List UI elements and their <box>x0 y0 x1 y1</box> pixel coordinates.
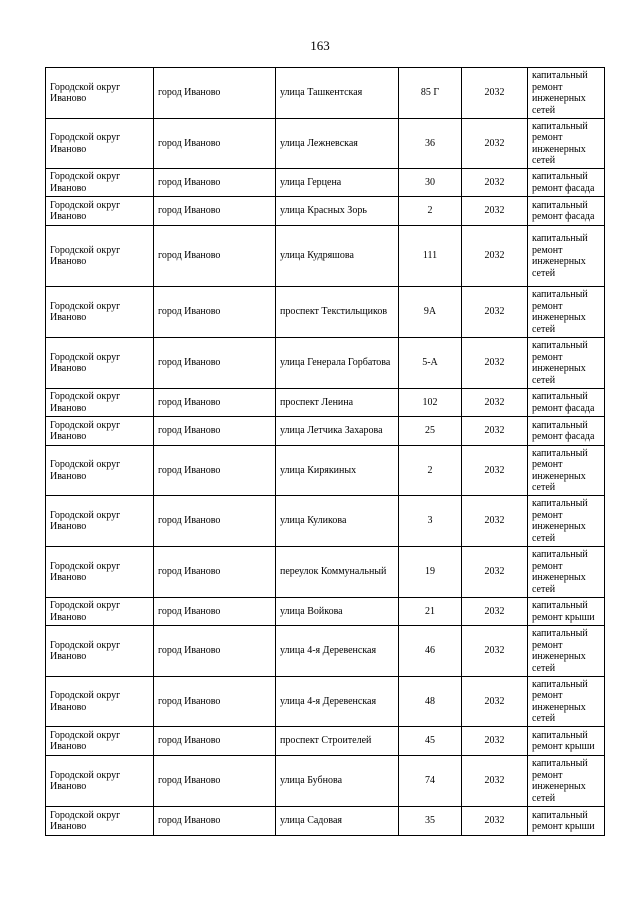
cell-district: Городской округ Иваново <box>46 287 154 338</box>
cell-city: город Иваново <box>154 677 276 727</box>
cell-city: город Иваново <box>154 626 276 677</box>
cell-year: 2032 <box>462 417 528 446</box>
table-row <box>46 446 605 496</box>
cell-work-type: капитальный ремонт инженерных сетей <box>528 287 605 338</box>
cell-district: Городской округ Иваново <box>46 197 154 226</box>
cell-street: улица Кирякиных <box>276 446 399 496</box>
cell-house-number: 46 <box>399 626 462 677</box>
cell-district: Городской округ Иваново <box>46 389 154 417</box>
page-number: 163 <box>310 38 330 53</box>
table-body <box>46 68 605 836</box>
cell-house-number: 25 <box>399 417 462 446</box>
housing-repair-table <box>45 67 605 836</box>
cell-year: 2032 <box>462 287 528 338</box>
cell-year: 2032 <box>462 119 528 169</box>
cell-city: город Иваново <box>154 226 276 287</box>
cell-district: Городской округ Иваново <box>46 119 154 169</box>
cell-work-type: капитальный ремонт крыши <box>528 598 605 626</box>
cell-district: Городской округ Иваново <box>46 68 154 119</box>
cell-city: город Иваново <box>154 338 276 389</box>
cell-city: город Иваново <box>154 197 276 226</box>
cell-city: город Иваново <box>154 446 276 496</box>
cell-year: 2032 <box>462 756 528 807</box>
cell-house-number: 74 <box>399 756 462 807</box>
cell-work-type: капитальный ремонт фасада <box>528 197 605 226</box>
cell-street: улица Войкова <box>276 598 399 626</box>
cell-district: Городской округ Иваново <box>46 496 154 547</box>
cell-work-type: капитальный ремонт фасада <box>528 417 605 446</box>
cell-house-number: 5-А <box>399 338 462 389</box>
cell-city: город Иваново <box>154 598 276 626</box>
cell-year: 2032 <box>462 547 528 598</box>
table-row <box>46 197 605 226</box>
cell-house-number: 35 <box>399 807 462 836</box>
table-row <box>46 389 605 417</box>
table-row <box>46 677 605 727</box>
cell-work-type: капитальный ремонт крыши <box>528 807 605 836</box>
cell-year: 2032 <box>462 598 528 626</box>
cell-city: город Иваново <box>154 287 276 338</box>
cell-street: улица 4-я Деревенская <box>276 626 399 677</box>
cell-district: Городской округ Иваново <box>46 446 154 496</box>
cell-district: Городской округ Иваново <box>46 598 154 626</box>
table-row <box>46 727 605 756</box>
cell-district: Городской округ Иваново <box>46 626 154 677</box>
cell-street: улица Генерала Горбатова <box>276 338 399 389</box>
cell-year: 2032 <box>462 197 528 226</box>
table-row <box>46 226 605 287</box>
cell-district: Городской округ Иваново <box>46 807 154 836</box>
cell-street: переулок Коммунальный <box>276 547 399 598</box>
cell-city: город Иваново <box>154 169 276 197</box>
cell-street: улица Красных Зорь <box>276 197 399 226</box>
cell-year: 2032 <box>462 626 528 677</box>
cell-work-type: капитальный ремонт инженерных сетей <box>528 496 605 547</box>
cell-year: 2032 <box>462 496 528 547</box>
cell-year: 2032 <box>462 446 528 496</box>
cell-street: улица Летчика Захарова <box>276 417 399 446</box>
cell-house-number: 30 <box>399 169 462 197</box>
cell-district: Городской округ Иваново <box>46 417 154 446</box>
cell-street: улица Куликова <box>276 496 399 547</box>
table-row <box>46 287 605 338</box>
cell-year: 2032 <box>462 169 528 197</box>
cell-city: город Иваново <box>154 119 276 169</box>
cell-house-number: 48 <box>399 677 462 727</box>
table-row <box>46 119 605 169</box>
cell-street: проспект Строителей <box>276 727 399 756</box>
table-row <box>46 338 605 389</box>
table-row <box>46 756 605 807</box>
cell-house-number: 45 <box>399 727 462 756</box>
cell-year: 2032 <box>462 338 528 389</box>
cell-street: улица Кудряшова <box>276 226 399 287</box>
cell-street: улица Садовая <box>276 807 399 836</box>
cell-district: Городской округ Иваново <box>46 756 154 807</box>
cell-district: Городской округ Иваново <box>46 727 154 756</box>
cell-work-type: капитальный ремонт инженерных сетей <box>528 446 605 496</box>
cell-house-number: 102 <box>399 389 462 417</box>
cell-street: проспект Текстильщиков <box>276 287 399 338</box>
table-row <box>46 547 605 598</box>
cell-city: город Иваново <box>154 496 276 547</box>
cell-work-type: капитальный ремонт инженерных сетей <box>528 338 605 389</box>
cell-work-type: капитальный ремонт инженерных сетей <box>528 677 605 727</box>
cell-house-number: 9А <box>399 287 462 338</box>
table-row <box>46 496 605 547</box>
cell-district: Городской округ Иваново <box>46 226 154 287</box>
cell-district: Городской округ Иваново <box>46 677 154 727</box>
cell-house-number: 21 <box>399 598 462 626</box>
table-row <box>46 807 605 836</box>
table-row <box>46 626 605 677</box>
table-row <box>46 169 605 197</box>
cell-year: 2032 <box>462 226 528 287</box>
cell-work-type: капитальный ремонт инженерных сетей <box>528 626 605 677</box>
cell-work-type: капитальный ремонт инженерных сетей <box>528 547 605 598</box>
cell-work-type: капитальный ремонт инженерных сетей <box>528 68 605 119</box>
cell-city: город Иваново <box>154 68 276 119</box>
cell-street: улица Герцена <box>276 169 399 197</box>
cell-work-type: капитальный ремонт крыши <box>528 727 605 756</box>
cell-year: 2032 <box>462 807 528 836</box>
cell-street: улица Бубнова <box>276 756 399 807</box>
cell-street: улица Ташкентская <box>276 68 399 119</box>
cell-house-number: 85 Г <box>399 68 462 119</box>
cell-house-number: 36 <box>399 119 462 169</box>
cell-house-number: 19 <box>399 547 462 598</box>
cell-house-number: 3 <box>399 496 462 547</box>
cell-street: проспект Ленина <box>276 389 399 417</box>
cell-house-number: 111 <box>399 226 462 287</box>
cell-district: Городской округ Иваново <box>46 338 154 389</box>
cell-work-type: капитальный ремонт инженерных сетей <box>528 756 605 807</box>
cell-city: город Иваново <box>154 807 276 836</box>
table-row <box>46 68 605 119</box>
table-row <box>46 598 605 626</box>
cell-work-type: капитальный ремонт инженерных сетей <box>528 119 605 169</box>
cell-city: город Иваново <box>154 756 276 807</box>
cell-district: Городской округ Иваново <box>46 169 154 197</box>
table-row <box>46 417 605 446</box>
cell-work-type: капитальный ремонт инженерных сетей <box>528 226 605 287</box>
cell-year: 2032 <box>462 389 528 417</box>
cell-city: город Иваново <box>154 417 276 446</box>
cell-year: 2032 <box>462 68 528 119</box>
cell-work-type: капитальный ремонт фасада <box>528 389 605 417</box>
cell-year: 2032 <box>462 727 528 756</box>
cell-city: город Иваново <box>154 727 276 756</box>
cell-street: улица 4-я Деревенская <box>276 677 399 727</box>
cell-city: город Иваново <box>154 547 276 598</box>
cell-street: улица Лежневская <box>276 119 399 169</box>
cell-house-number: 2 <box>399 197 462 226</box>
cell-district: Городской округ Иваново <box>46 547 154 598</box>
cell-year: 2032 <box>462 677 528 727</box>
cell-work-type: капитальный ремонт фасада <box>528 169 605 197</box>
cell-house-number: 2 <box>399 446 462 496</box>
cell-city: город Иваново <box>154 389 276 417</box>
